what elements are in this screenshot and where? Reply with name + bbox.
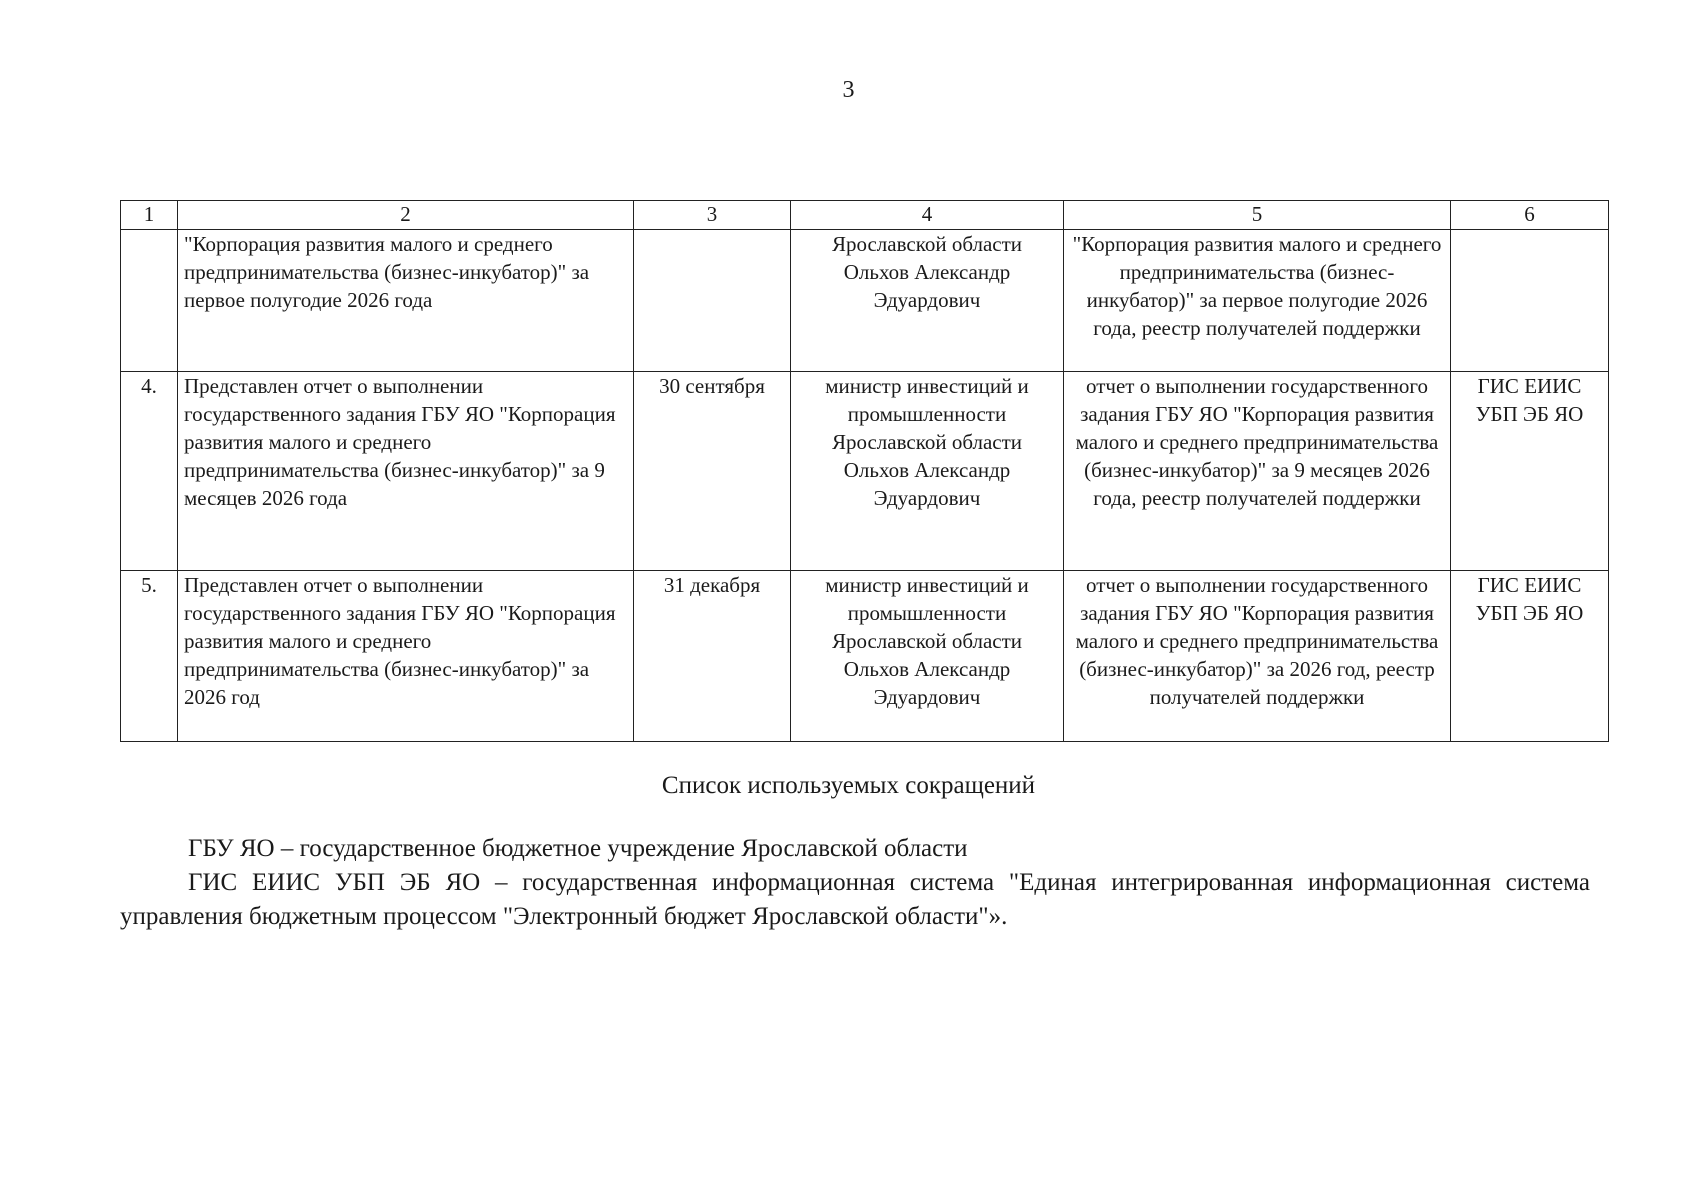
system-cell: ГИС ЕИИС УБП ЭБ ЯО [1451,372,1609,571]
date-cell [634,230,791,372]
responsible-cell: Ярославской области Ольхов Александр Эдуардович [791,230,1064,372]
column-header: 1 [121,201,178,230]
column-header: 3 [634,201,791,230]
row-number: 5. [121,571,178,742]
table-row [121,230,1609,372]
document-cell: "Корпорация развития малого и среднего предпринимательства (бизнес-инкубатор)" за первое полугодие 2026 года, реестр получателей поддержки [1064,230,1451,372]
events-table [120,200,1609,742]
abbreviations-list [120,832,1590,934]
row-number: 4. [121,372,178,571]
date-cell: 30 сентября [634,372,791,571]
event-cell: "Корпорация развития малого и среднего предпринимательства (бизнес-инкубатор)" за первое полугодие 2026 года [178,230,634,372]
document-cell: отчет о выполнении государственного задания ГБУ ЯО "Корпорация развития малого и среднего предпринимательства (бизнес-инкубатор)" за 2026 год, реестр получателей поддержки [1064,571,1451,742]
event-cell: Представлен отчет о выполнении государственного задания ГБУ ЯО "Корпорация развития малого и среднего предпринимательства (бизнес-инкубатор)" за 9 месяцев 2026 года [178,372,634,571]
system-cell [1451,230,1609,372]
document-cell: отчет о выполнении государственного задания ГБУ ЯО "Корпорация развития малого и среднего предпринимательства (бизнес-инкубатор)" за 9 месяцев 2026 года, реестр получателей поддержки [1064,372,1451,571]
table-row [121,571,1609,742]
page-number: 3 [842,77,855,103]
event-cell: Представлен отчет о выполнении государственного задания ГБУ ЯО "Корпорация развития малого и среднего предпринимательства (бизнес-инкубатор)" за 2026 год [178,571,634,742]
abbreviations-title: Список используемых сокращений [661,772,1036,799]
abbreviation-item: ГИС ЕИИС УБП ЭБ ЯО – государственная информационная система "Единая интегрированная информационная система управления бюджетным процессом "Электронный бюджет Ярославской области"». [120,869,1590,930]
column-header: 2 [178,201,634,230]
column-header: 6 [1451,201,1609,230]
table-row [121,372,1609,571]
table-header-row [121,201,1609,230]
abbreviation-item: ГБУ ЯО – государственное бюджетное учреждение Ярославской области [188,835,968,862]
column-header: 5 [1064,201,1451,230]
responsible-cell: министр инвестиций и промышленности Ярославской области Ольхов Александр Эдуардович [791,571,1064,742]
date-cell: 31 декабря [634,571,791,742]
column-header: 4 [791,201,1064,230]
system-cell: ГИС ЕИИС УБП ЭБ ЯО [1451,571,1609,742]
responsible-cell: министр инвестиций и промышленности Ярославской области Ольхов Александр Эдуардович [791,372,1064,571]
row-number [121,230,178,372]
